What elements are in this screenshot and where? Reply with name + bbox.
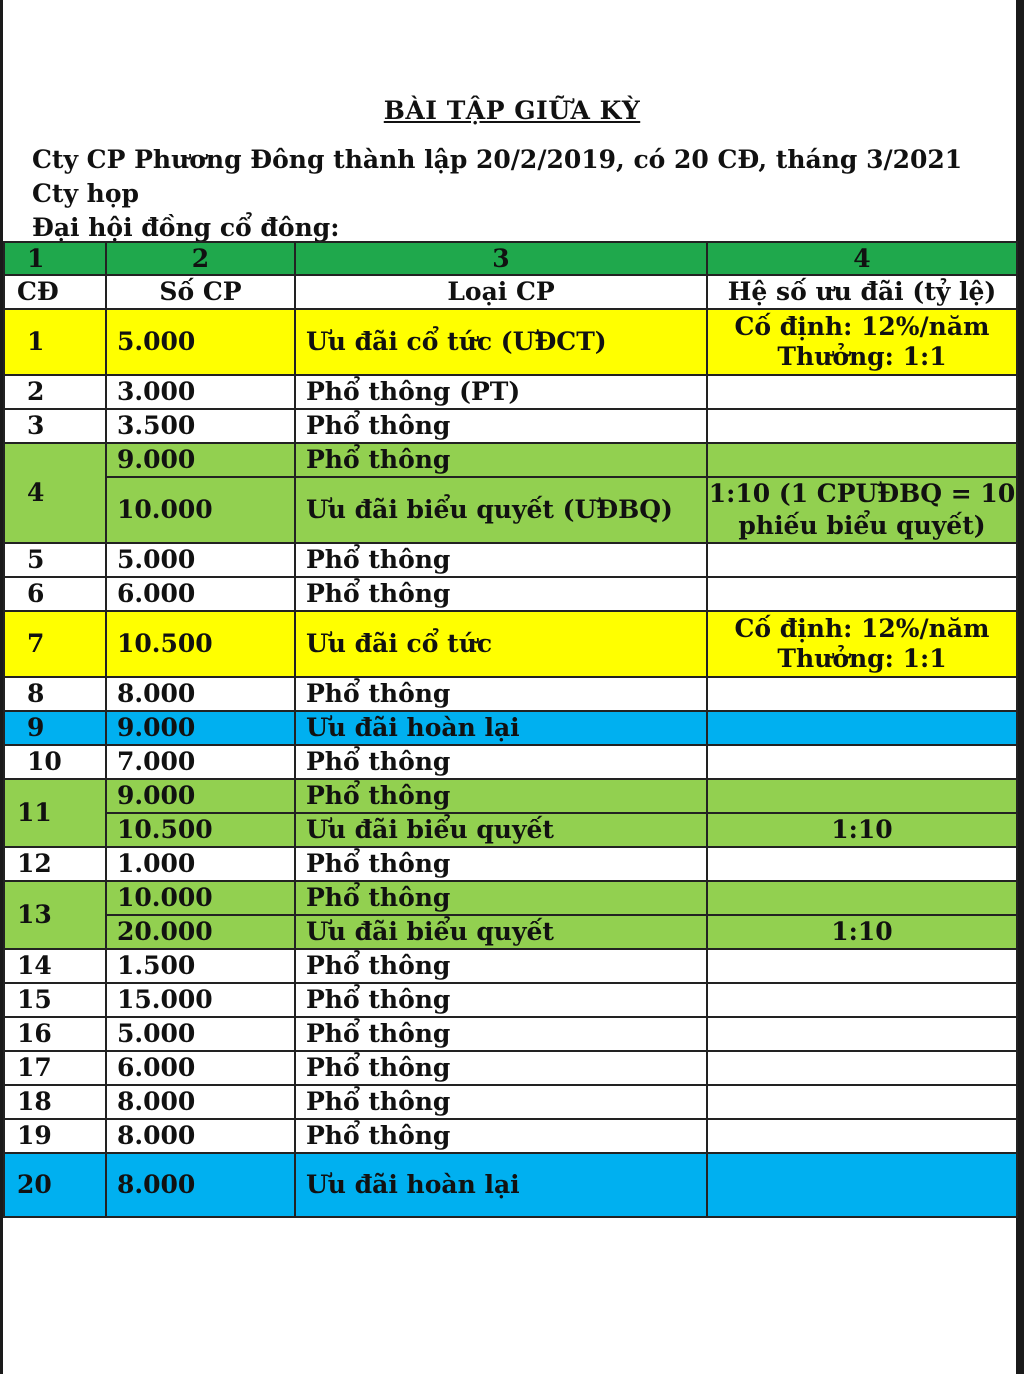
type-cell: Phổ thông [295, 443, 707, 477]
ratio-line: Cố định: 12%/năm [734, 312, 990, 341]
table-row [4, 409, 1017, 443]
table-row [4, 915, 1017, 949]
type-cell: Phổ thông [295, 745, 707, 779]
shares-cell: 6.000 [106, 1051, 295, 1085]
type-cell: Ưu đãi cổ tức (ƯĐCT) [295, 309, 707, 375]
cd-cell: 11 [4, 779, 106, 847]
table-row [4, 375, 1017, 409]
table-row [4, 813, 1017, 847]
table-row [4, 847, 1017, 881]
type-cell: Ưu đãi biểu quyết [295, 813, 707, 847]
ratio-cell [707, 983, 1017, 1017]
ratio-cell: 1:10 (1 CPƯĐBQ = 10 phiếu biểu quyết) [707, 477, 1017, 543]
shares-cell: 10.000 [106, 477, 295, 543]
ratio-cell [707, 375, 1017, 409]
header-ratio: Hệ số ưu đãi (tỷ lệ) [707, 275, 1017, 309]
type-cell: Ưu đãi hoàn lại [295, 711, 707, 745]
shares-cell: 8.000 [106, 1153, 295, 1217]
shares-cell: 5.000 [106, 1017, 295, 1051]
type-cell: Phổ thông (PT) [295, 375, 707, 409]
document-title: BÀI TẬP GIỮA KỲ [383, 96, 641, 125]
ratio-cell [707, 711, 1017, 745]
column-number: 1 [4, 242, 106, 275]
intro-line-2: Đại hội đồng cổ đông: [32, 213, 340, 242]
shareholder-table [3, 241, 1018, 1218]
header-row [4, 275, 1017, 309]
ratio-cell [707, 577, 1017, 611]
cd-cell: 9 [4, 711, 106, 745]
shares-cell: 1.000 [106, 847, 295, 881]
shares-cell: 8.000 [106, 677, 295, 711]
shares-cell: 9.000 [106, 443, 295, 477]
intro-line-1: Cty CP Phương Đông thành lập 20/2/2019, có 20 CĐ, tháng 3/2021 Cty họp [32, 145, 963, 208]
shares-cell: 10.500 [106, 813, 295, 847]
cd-cell: 6 [4, 577, 106, 611]
table-row [4, 611, 1017, 677]
type-cell: Ưu đãi biểu quyết [295, 915, 707, 949]
cd-cell: 13 [4, 881, 106, 949]
type-cell: Phổ thông [295, 847, 707, 881]
ratio-cell [707, 881, 1017, 915]
type-cell: Phổ thông [295, 677, 707, 711]
type-cell: Phổ thông [295, 409, 707, 443]
shares-cell: 1.500 [106, 949, 295, 983]
shares-cell: 6.000 [106, 577, 295, 611]
ratio-line: Thưởng: 1:1 [777, 644, 947, 673]
shares-cell: 9.000 [106, 779, 295, 813]
table-row [4, 1119, 1017, 1153]
ratio-cell [707, 309, 1017, 375]
ratio-cell [707, 1153, 1017, 1217]
shares-cell: 7.000 [106, 745, 295, 779]
shares-cell: 5.000 [106, 543, 295, 577]
table-row [4, 881, 1017, 915]
shares-cell: 20.000 [106, 915, 295, 949]
cd-cell: 2 [4, 375, 106, 409]
cd-cell: 17 [4, 1051, 106, 1085]
cd-cell: 10 [4, 745, 106, 779]
ratio-cell [707, 1119, 1017, 1153]
table-row [4, 309, 1017, 375]
ratio-cell [707, 1017, 1017, 1051]
ratio-cell [707, 949, 1017, 983]
column-number: 3 [295, 242, 707, 275]
ratio-line: Cố định: 12%/năm [734, 614, 990, 643]
type-cell: Ưu đãi biểu quyết (ƯĐBQ) [295, 477, 707, 543]
type-cell: Phổ thông [295, 1119, 707, 1153]
type-cell: Phổ thông [295, 1051, 707, 1085]
cd-cell: 3 [4, 409, 106, 443]
ratio-cell [707, 779, 1017, 813]
type-cell: Phổ thông [295, 1017, 707, 1051]
table-row [4, 577, 1017, 611]
cd-cell: 14 [4, 949, 106, 983]
table-row [4, 677, 1017, 711]
table-row [4, 745, 1017, 779]
type-cell: Phổ thông [295, 543, 707, 577]
ratio-cell [707, 745, 1017, 779]
ratio-cell [707, 1051, 1017, 1085]
cd-cell: 19 [4, 1119, 106, 1153]
cd-cell: 1 [4, 309, 106, 375]
table-row [4, 949, 1017, 983]
shares-cell: 3.500 [106, 409, 295, 443]
shares-cell: 9.000 [106, 711, 295, 745]
cd-cell: 15 [4, 983, 106, 1017]
ratio-cell: 1:10 [707, 915, 1017, 949]
header-shares: Số CP [106, 275, 295, 309]
type-cell: Phổ thông [295, 577, 707, 611]
cd-cell: 8 [4, 677, 106, 711]
ratio-cell [707, 611, 1017, 677]
table-row [4, 1085, 1017, 1119]
ratio-cell [707, 443, 1017, 477]
ratio-cell [707, 1085, 1017, 1119]
table-row [4, 983, 1017, 1017]
ratio-cell [707, 409, 1017, 443]
ratio-line: Thưởng: 1:1 [777, 342, 947, 371]
type-cell: Phổ thông [295, 779, 707, 813]
type-cell: Ưu đãi cổ tức [295, 611, 707, 677]
shares-cell: 10.000 [106, 881, 295, 915]
cd-cell: 20 [4, 1153, 106, 1217]
cd-cell: 18 [4, 1085, 106, 1119]
shares-cell: 8.000 [106, 1085, 295, 1119]
ratio-cell [707, 543, 1017, 577]
column-number: 4 [707, 242, 1017, 275]
type-cell: Phổ thông [295, 949, 707, 983]
table-row [4, 1153, 1017, 1217]
column-number-row [4, 242, 1017, 275]
ratio-cell [707, 677, 1017, 711]
table-row [4, 443, 1017, 477]
header-type: Loại CP [295, 275, 707, 309]
table-row [4, 477, 1017, 543]
shares-cell: 5.000 [106, 309, 295, 375]
shares-cell: 15.000 [106, 983, 295, 1017]
table-row [4, 1017, 1017, 1051]
type-cell: Phổ thông [295, 1085, 707, 1119]
ratio-cell [707, 847, 1017, 881]
cd-cell: 5 [4, 543, 106, 577]
cd-cell: 7 [4, 611, 106, 677]
table-row [4, 711, 1017, 745]
shares-cell: 8.000 [106, 1119, 295, 1153]
shares-cell: 10.500 [106, 611, 295, 677]
type-cell: Phổ thông [295, 881, 707, 915]
header-cd: CĐ [4, 275, 106, 309]
shares-cell: 3.000 [106, 375, 295, 409]
cd-cell: 12 [4, 847, 106, 881]
table-row [4, 543, 1017, 577]
column-number: 2 [106, 242, 295, 275]
ratio-cell: 1:10 [707, 813, 1017, 847]
cd-cell: 4 [4, 443, 106, 543]
cd-cell: 16 [4, 1017, 106, 1051]
type-cell: Ưu đãi hoàn lại [295, 1153, 707, 1217]
type-cell: Phổ thông [295, 983, 707, 1017]
table-row [4, 1051, 1017, 1085]
intro-paragraph [32, 143, 992, 245]
table-row [4, 779, 1017, 813]
